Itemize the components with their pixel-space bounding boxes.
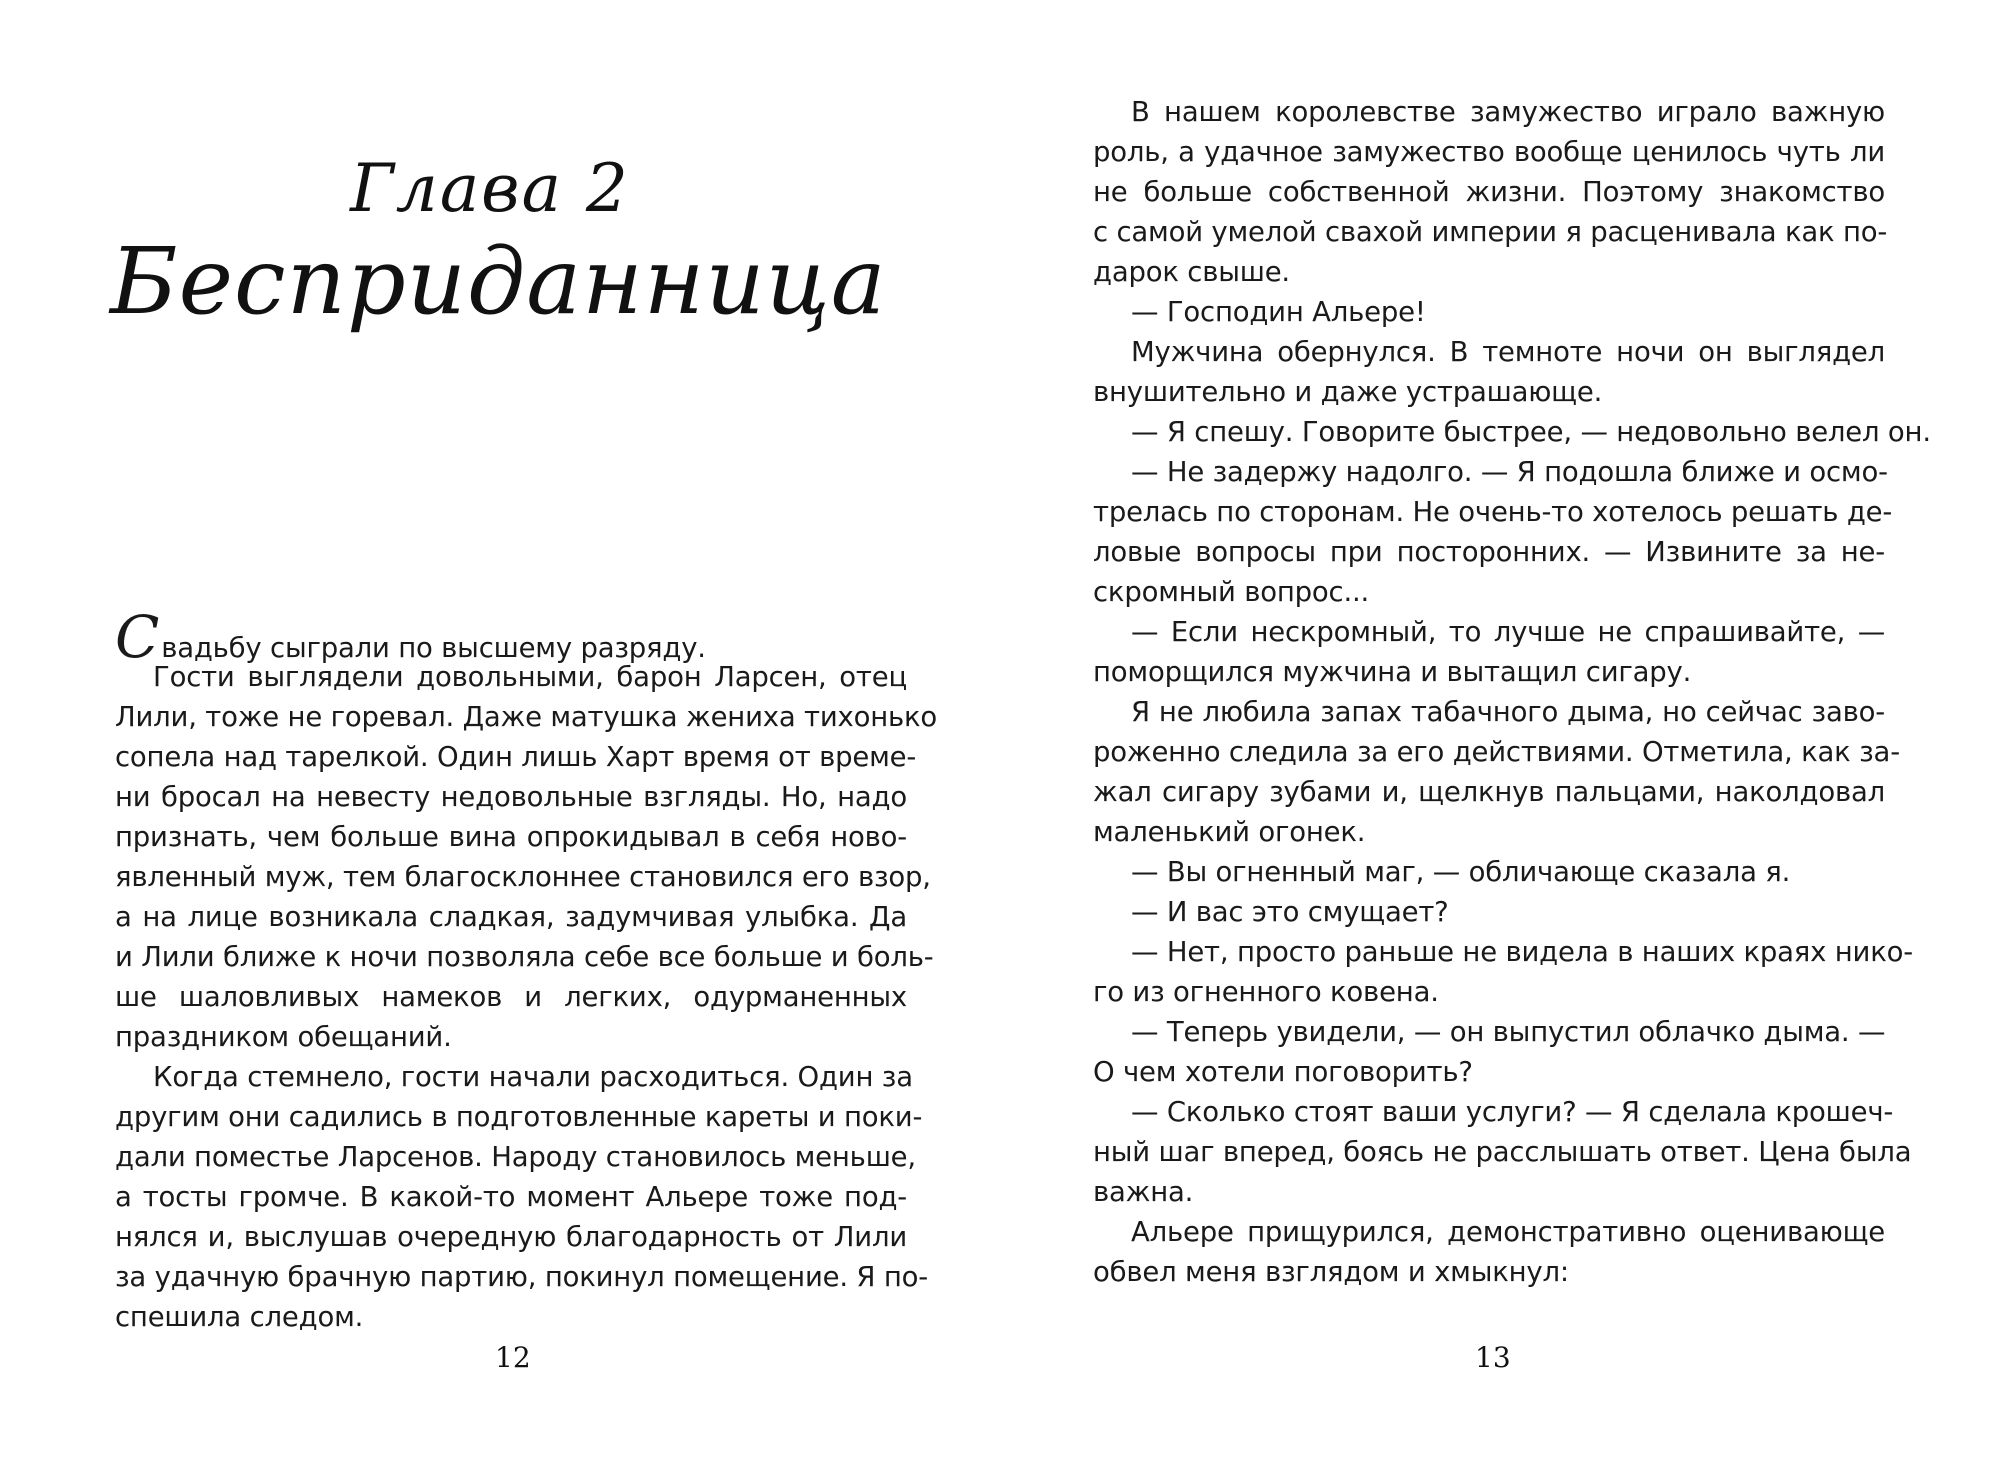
text-line: спешила следом. (115, 1301, 364, 1333)
text-line: — Я спешу. Говорите быстрее, — недовольно велел он. (1131, 416, 1931, 448)
text-line: нялся и, выслушав очередную благодарность от Лили (115, 1221, 907, 1253)
text-line: — Не задержу надолго. — Я подошла ближе и осмо- (1131, 456, 1888, 488)
text-line: праздником обещаний. (115, 1021, 452, 1053)
text-line: важна. (1093, 1176, 1194, 1208)
text-line (115, 603, 907, 671)
page-number: 13 (1475, 1341, 1511, 1374)
text-line: го из огненного ковена. (1093, 976, 1439, 1008)
text-line: не больше собственной жизни. Поэтому знакомство (1093, 176, 1885, 208)
text-line: дали поместье Ларсенов. Народу становилось меньше, (115, 1141, 916, 1173)
text-line: — Сколько стоят ваши услуги? — Я сделала крошеч- (1131, 1096, 1894, 1128)
text-line: обвел меня взглядом и хмыкнул: (1093, 1256, 1569, 1288)
text-line: ше шаловливых намеков и легких, одурманенных (115, 981, 907, 1013)
text-line: с самой умелой свахой империи я расценивала как по- (1093, 216, 1888, 248)
text-line: Я не любила запах табачного дыма, но сейчас заво- (1131, 696, 1885, 728)
text-line: трелась по сторонам. Не очень-то хотелось решать де- (1093, 496, 1893, 528)
text-line: Лили, тоже не горевал. Даже матушка жениха тихонько (115, 701, 938, 733)
text-line: скромный вопрос... (1093, 576, 1370, 608)
chapter-title: Бесприданница (110, 228, 887, 335)
text-line: — Если нескромный, то лучше не спрашивайте, — (1131, 616, 1885, 648)
text-line: жал сигару зубами и, щелкнув пальцами, наколдовал (1093, 776, 1885, 808)
right-page (1000, 0, 2000, 1473)
right-page-text (1093, 92, 1931, 1292)
text-line: явленный муж, тем благосклоннее становился его взор, (115, 861, 931, 893)
text-line: признать, чем больше вина опрокидывал в себя ново- (115, 821, 907, 853)
text-line: В нашем королевстве замужество играло важную (1131, 96, 1885, 128)
text-line: дарок свыше. (1093, 256, 1290, 288)
text-line: роженно следила за его действиями. Отметила, как за- (1093, 736, 1900, 768)
text-line: поморщился мужчина и вытащил сигару. (1093, 656, 1692, 688)
text-line: — Вы огненный маг, — обличающе сказала я. (1131, 856, 1791, 888)
text-line: О чем хотели поговорить? (1093, 1056, 1473, 1088)
text-line: Гости выглядели довольными, барон Ларсен, отец (153, 661, 907, 693)
text-line: ловые вопросы при посторонних. — Извините за не- (1093, 536, 1885, 568)
text-line: Альере прищурился, демонстративно оценивающе (1131, 1216, 1885, 1248)
text-line: за удачную брачную партию, покинул помещение. Я по- (115, 1261, 929, 1293)
chapter-number: Глава 2 (350, 150, 630, 227)
text-line: а тосты громче. В какой-то момент Альере тоже под- (115, 1181, 907, 1213)
page-number: 12 (495, 1341, 531, 1374)
text-line: и Лили ближе к ночи позволяла себе все больше и боль- (115, 941, 934, 973)
text-line: — Нет, просто раньше не видела в наших краях нико- (1131, 936, 1913, 968)
text-line: — И вас это смущает? (1131, 896, 1449, 928)
text-line: ный шаг вперед, боясь не расслышать ответ. Цена была (1093, 1136, 1912, 1168)
drop-cap: С (115, 603, 160, 671)
text-line: — Господин Альере! (1131, 296, 1426, 328)
text-line: а на лице возникала сладкая, задумчивая улыбка. Да (115, 901, 907, 933)
text-line: роль, а удачное замужество вообще ценилось чуть ли (1093, 136, 1885, 168)
text-line: Когда стемнело, гости начали расходиться. Один за (153, 1061, 913, 1093)
text-line: маленький огонек. (1093, 816, 1366, 848)
left-page-text (115, 603, 938, 1337)
text-line: ни бросал на невесту недовольные взгляды. Но, надо (115, 781, 907, 813)
text-line: другим они садились в подготовленные кареты и поки- (115, 1101, 923, 1133)
text-line: Мужчина обернулся. В темноте ночи он выглядел (1131, 336, 1885, 368)
text-line: — Теперь увидели, — он выпустил облачко дыма. — (1131, 1016, 1886, 1048)
text-line: сопела над тарелкой. Один лишь Харт время от време- (115, 741, 917, 773)
text-line: внушительно и даже устрашающе. (1093, 376, 1603, 408)
text-line-content: вадьбу сыграли по высшему разряду. (161, 632, 706, 664)
